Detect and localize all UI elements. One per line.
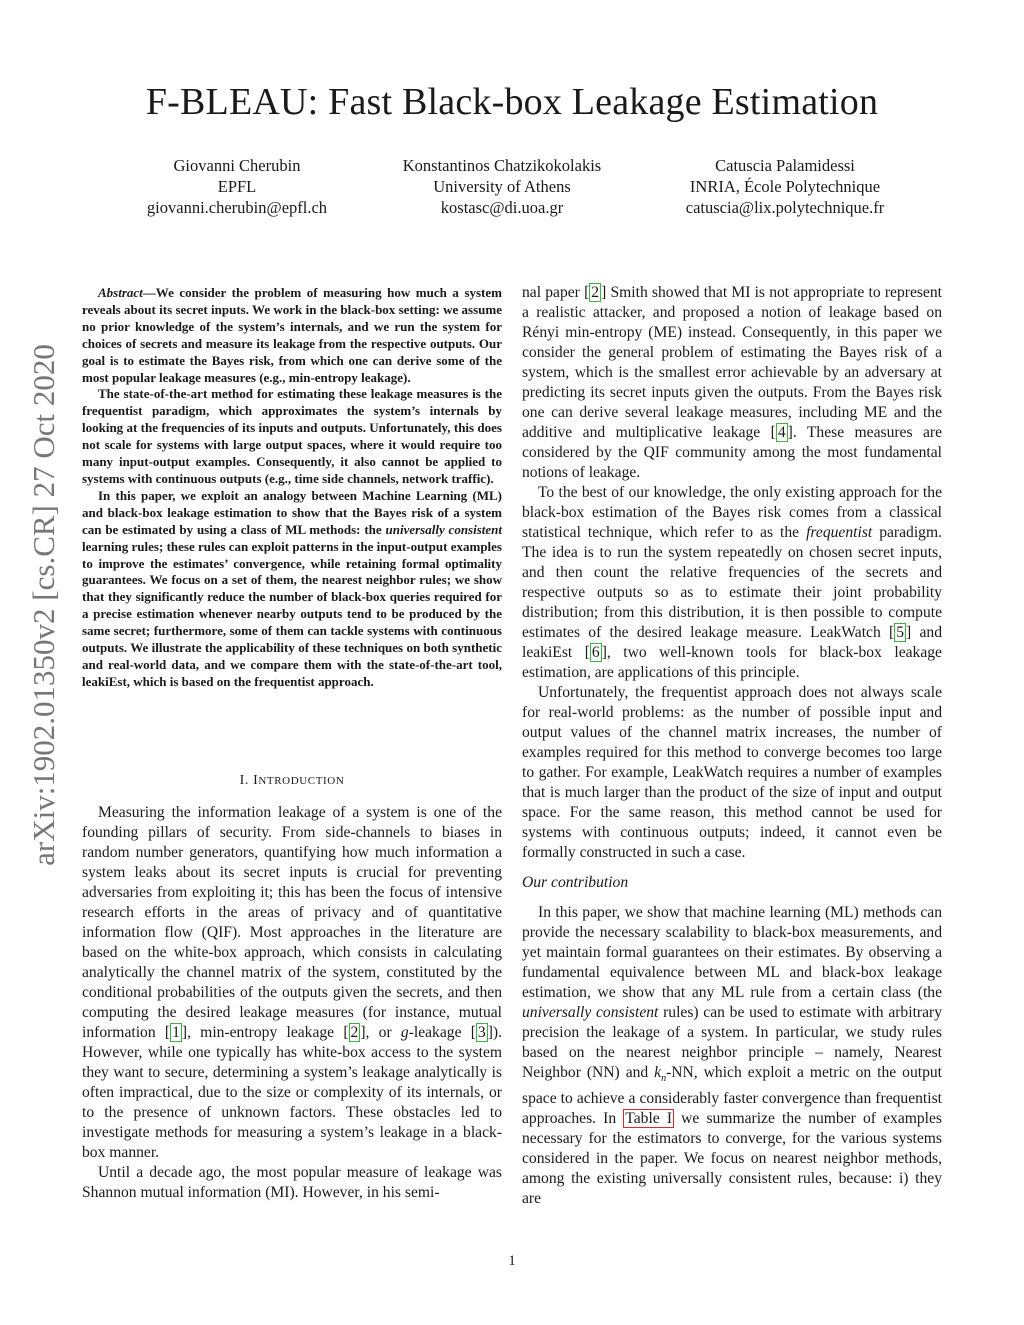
author-block (660, 155, 910, 218)
right-column: nal paper [ 2 ] Smith showed that MI is not appropriate to represent a realistic attacker, and proposed a notion of leakage based on Rényi min-entropy (ME) instead. Consequently, in this paper we consider the general problem of estimating the Bayes risk of a system, which is the smallest error achievable by an adversary at predicting its secret inputs given the outputs. From the Bayes risk one can derive several leakage measures, including ME and the additive and multiplicative leakage [ 4 ]. These measures are considered by the QIF community among the most fundamental notions of leakage. To the best of our knowledge, the only existing approach for the black-box estimation of the Bayes risk comes from a classical statistical technique, which refer to as the frequentist paradigm. The idea is to run the system repeatedly on chosen secret inputs, and then count the relative frequencies of the secrets and respective outputs so as to estimate their joint probability distribution; from this distribution, it is then possible to compute estimates of the desired leakage measure. LeakWatch [ 5 ] and leakiEst [ 6 ], two well-known tools for black-box leakage estimation, are applications of this principle. Unfortunately, the frequentist approach does not always scale for real-world problems: as the number of possible input and output values of the channel matrix increases, the number of examples required for this method to converge becomes too large to gather. For example, LeakWatch requires a number of examples that is much larger than the product of the size of input and output space. For the same reason, this method cannot be used for systems with continuous outputs; indeed, it cannot even be formally constructed in such a case. Our contribution In this paper, we show that machine learning (ML) methods can provide the necessary scalability to black-box measurements, and yet maintain formal guarantees on their estimates. By observing a fundamental equivalence between ML and black-box leakage estimation, we show that any ML rule from a certain class (the universally consistent rules) can be used to estimate with arbitrary precision the leakage of a system. In particular, we study rules based on the nearest neighbor principle – namely, Nearest Neighbor (NN) and $k_n-NN$, which exploit a metric on the output space to achieve a considerably faster convergence than frequentist approaches. In Table I we summarize the number of examples necessary for the estimators to converge, for the various systems considered in the paper. We focus on nearest neighbor methods, among the existing universally consistent rules, because: i) they are (522, 284, 943, 1208)
paragraph-text: paradigm. The idea is to run the system repeatedly on chosen secret inputs, and then count the relative frequencies of the secrets and respective outputs so as to estimate their joint probability distribution; from this distribution, it is then possible to compute estimates of the desired leakage measure. LeakWatch (522, 524, 943, 641)
paragraph-text: -leakage (408, 1024, 471, 1041)
math-subscript: n (661, 1073, 667, 1085)
page-number: 1 (508, 1253, 516, 1269)
section-title-rest: NTRODUCTION (258, 775, 345, 787)
paragraph-text: we summarize the number of examples necessary for the estimators to converge, for the various systems considered in the paper. We focus on nearest neighbor methods, among the existing universally consistent rules, because: i) they are (522, 1110, 942, 1208)
table-reference-link[interactable]: Table I (625, 1110, 673, 1128)
subsection-heading: Our contribution (522, 874, 629, 891)
citation-link[interactable]: 4 (777, 424, 786, 441)
paragraph-text: To the best of our knowledge, the only existing approach for the black-box estimation of the Bayes risk comes from a classical statistical technique, which refer to as the (522, 484, 942, 541)
author-affiliation: INRIA, École Polytechnique (689, 177, 881, 196)
paragraph-text: Until a decade ago, the most popular measure of leakage was Shannon mutual information (MI). However, in his semi- (82, 1164, 502, 1201)
section-number: I. (239, 773, 249, 788)
citation-link[interactable]: 1 (172, 1024, 180, 1041)
abstract-text: In this paper, we exploit an analogy between Machine Learning (ML) and black-box leakage estimation to show that the Bayes risk of a system can be estimated by using a class of ML methods: the (82, 487, 502, 537)
paragraph-text: -NN, which exploit a metric on the output space to achieve a considerably faster convergence than frequentist approaches. In (522, 1064, 943, 1128)
paper-title: F-BLEAU: Fast Black-box Leakage Estimation (145, 81, 879, 123)
abstract-text: —We consider the problem of measuring how much a system reveals about its secret inputs. We work in the black-box setting: we assume no prior knowledge of the system’s internals, and we run the system for choices of secrets and measure its leakage from the respective outputs. Our goal is to estimate the Bayes risk, from which one can derive some of the most popular leakage measures (e.g., min-entropy leakage). (82, 285, 502, 385)
author-block (137, 155, 337, 218)
paragraph-text: rules) can be used to estimate with arbitrary precision the leakage of a system. In particular, we study rules based on the nearest neighbor principle – namely, Nearest Neighbor (NN) and (522, 1004, 942, 1081)
abstract-text: learning rules; these rules can exploit patterns in the input-output examples to improve the estimates’ convergence, while retaining formal optimality guarantees. We focus on a set of them, the nearest neighbor rules; we show that they significantly reduce the number of black-box queries required for a precise estimation whenever nearby outputs tend to be produced by the same secret; furthermore, some of them can tackle systems with continuous outputs. We illustrate the applicability of these techniques on both synthetic and real-world data, and we compare them with the state-of-the-art tool, leakiEst, which is based on the frequentist approach. (82, 538, 502, 689)
citation-link[interactable]: 6 (591, 644, 600, 661)
author-email: giovanni.cherubin@epfl.ch (146, 198, 328, 217)
arxiv-id: arXiv:1902.01350v2 [cs.CR] 27 Oct 2020 (26, 344, 61, 866)
citation-link[interactable]: 3 (477, 1024, 486, 1041)
author-block (372, 155, 632, 218)
paragraph-text: In this paper, we show that machine learning (ML) methods can provide the necessary scalability to black-box measurements, and yet maintain formal guarantees on their estimates. By observing a fundamental equivalence between ML and black-box leakage estimation, we show that any ML rule from a certain class (the (522, 904, 942, 1001)
author-affiliation: University of Athens (433, 177, 571, 196)
paragraph-text: ). However, while one typically has white-box access to the system they want to secure, determining a system’s leakage analytically is often impractical, due to the size or complexity of its internals, or to the presence of unknown factors. These obstacles led to investigate methods for measuring a system’s leakage in a black-box manner. (82, 1024, 503, 1161)
author-email: kostasc@di.uoa.gr (440, 198, 564, 217)
abstract (82, 285, 502, 691)
paragraph-text: Measuring the information leakage of a system is one of the founding pillars of security. From side-channels to biases in random number generators, quantifying how much information a system leaks about its secret inputs is crucial for preventing adversaries from exploiting it; this has been the focus of intensive research efforts in the areas of privacy and of quantitative information flow (QIF). Most approaches in the literature are based on the white-box approach, which consists in calculating analytically the channel matrix of the system, constituted by the conditional probabilities of the outputs given the secrets, and then computing the desired leakage measures (for instance, mutual information (82, 804, 502, 1041)
paragraph-text: , two well-known tools for black-box leakage estimation, are applications of this principle. (522, 644, 942, 681)
section-title-cap: I (253, 773, 259, 788)
author-name: Catuscia Palamidessi (715, 156, 855, 175)
emphasis: universally consistent (385, 521, 502, 537)
author-email: catuscia@lix.polytechnique.fr (685, 198, 885, 217)
math-symbol: g (400, 1024, 409, 1041)
abstract-label: Abstract (98, 285, 143, 300)
paragraph-text: Unfortunately, the frequentist approach does not always scale for real-world problems: as the number of possible input and output values of the channel matrix increases, the number of examples required for this method to converge becomes too large to gather. For example, LeakWatch requires a number of examples that is much larger than the product of the size of input and output space. For the same reason, this method cannot be used for systems with continuous outputs; indeed, it cannot even be formally constructed in such a case. (522, 684, 942, 861)
author-name: Konstantinos Chatzikokolakis (402, 156, 602, 175)
emphasis: universally consistent (522, 1004, 659, 1021)
math-symbol: k (654, 1064, 662, 1081)
citation-link[interactable]: 2 (591, 284, 600, 301)
author-affiliation: EPFL (217, 177, 257, 196)
citation-link[interactable]: 5 (896, 624, 905, 641)
section-heading (82, 773, 502, 789)
paragraph-text: , min-entropy leakage (187, 1024, 344, 1041)
abstract-text: The state-of-the-art method for estimating these leakage measures is the frequentist paradigm, which approximates the system’s internals by looking at the frequencies of its inputs and outputs. Unfortunately, this does not scale for systems with large output spaces, where it would require too many input-output examples. Consequently, it also cannot be applied to systems with continuous outputs (e.g., time side channels, network traffic). (82, 386, 502, 486)
introduction-left-column: Measuring the information leakage of a system is one of the founding pillars of security. From side-channels to biases in random number generators, quantifying how much information a system leaks about its secret inputs is crucial for preventing adversaries from exploiting it; this has been the focus of intensive research efforts in the areas of privacy and of quantitative information flow (QIF). Most approaches in the literature are based on the white-box approach, which consists in calculating analytically the channel matrix of the system, constituted by the conditional probabilities of the outputs given the secrets, and then computing the desired leakage measures (for instance, mutual information [ 1 ], min-entropy leakage [ 2 ], or g-leakage [ 3 ]). However, while one typically has white-box access to the system they want to secure, determining a system’s leakage analytically is often impractical, due to the size or complexity of its internals, or to the presence of unknown factors. These obstacles led to investigate methods for measuring a system’s leakage in a black-box manner. Until a decade ago, the most popular measure of leakage was Shannon mutual information (MI). However, in his semi- (82, 804, 503, 1201)
author-name: Giovanni Cherubin (173, 156, 301, 175)
citation-link[interactable]: 2 (350, 1024, 359, 1041)
paragraph-text: and leakiEst (522, 624, 942, 661)
paragraph-text: Smith showed that MI is not appropriate to represent a realistic attacker, and proposed a notion of leakage based on Rényi min-entropy (ME) instead. Consequently, in this paper we consider the general problem of estimating the Bayes risk of a system, which is the smallest error achievable by an adversary at predicting its secret inputs given the outputs. From the Bayes risk one can derive several leakage measures, including ME and the additive and multiplicative leakage (522, 284, 942, 441)
emphasis: frequentist (806, 524, 873, 541)
paragraph-text: nal paper (522, 284, 585, 301)
paragraph-text: , or (365, 1024, 401, 1041)
paragraph-text: . These measures are considered by the QIF community among the most fundamental notions of leakage. (522, 424, 942, 481)
